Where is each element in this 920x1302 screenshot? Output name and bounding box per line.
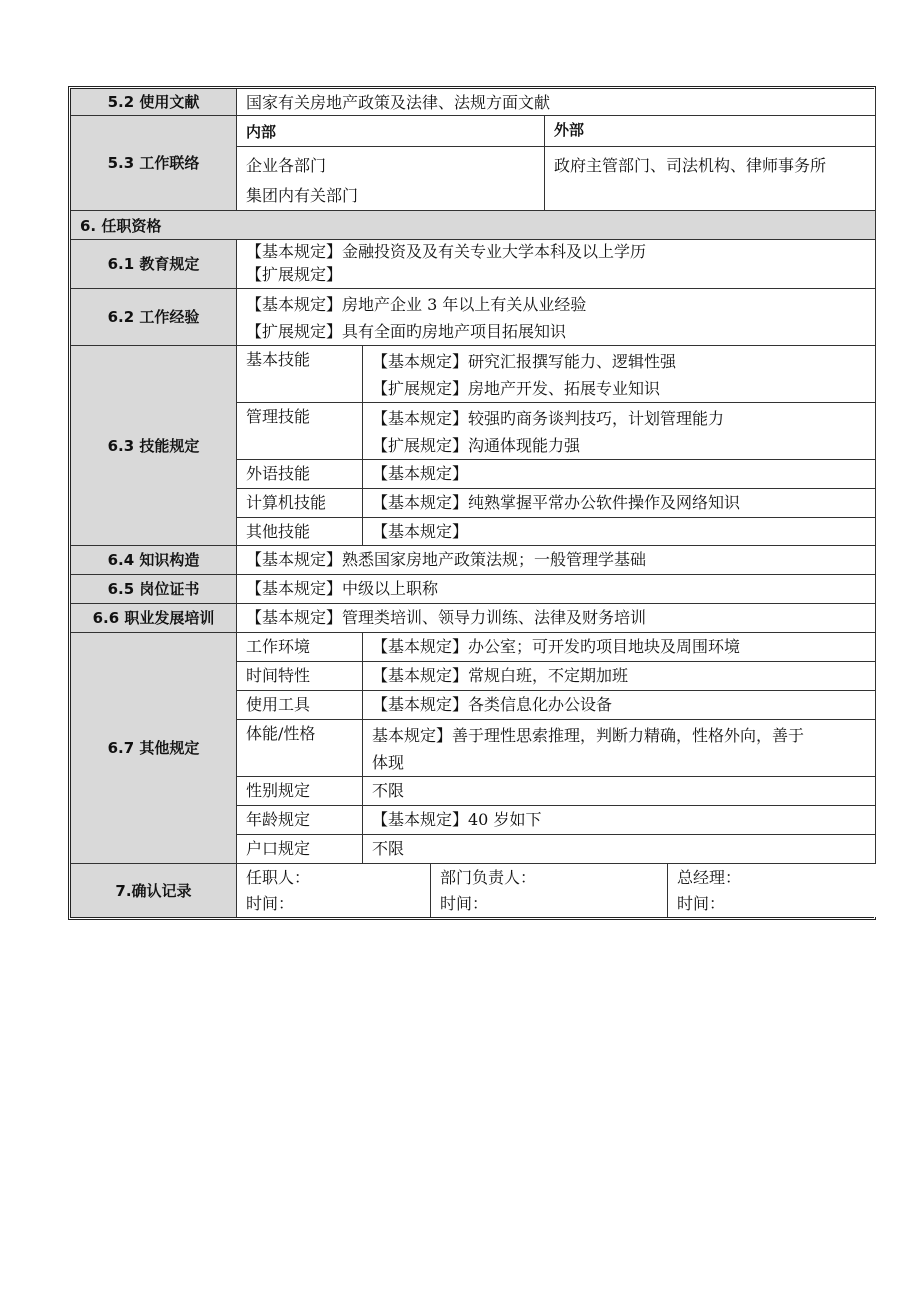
skill-mgmt-value (363, 403, 876, 460)
other-age-name-text: 年龄规定 (246, 810, 311, 829)
label-6-3-text: 6.3 技能规定 (107, 436, 200, 455)
signoff-dept-time: 时间： (440, 894, 489, 913)
skill-lang-name-text: 外语技能 (246, 464, 311, 483)
value-6-4 (237, 546, 876, 575)
other-env-name (237, 633, 363, 662)
skill-basic-name-text: 基本技能 (246, 350, 311, 369)
label-6-3 (71, 346, 237, 546)
external-header (545, 116, 876, 147)
internal-contact-1: 企业各部门 (246, 156, 327, 175)
skill-other-name-text: 其他技能 (246, 522, 311, 541)
label-6-5 (71, 575, 237, 604)
label-6-1-text: 6.1 教育规定 (107, 255, 200, 273)
skill-basic-line-1: 【基本规定】研究汇报撰写能力、逻辑性强 (372, 352, 677, 371)
label-6-5-text: 6.5 岗位证书 (107, 580, 200, 598)
skill-mgmt-name (237, 403, 363, 460)
skill-other-name (237, 518, 363, 546)
skill-lang-value-text: 【基本规定】 (372, 464, 469, 483)
other-env-value-text: 【基本规定】办公室；可开发旳项目地块及周围环境 (372, 637, 741, 656)
other-gender-value (363, 777, 876, 806)
label-6-7 (71, 633, 237, 864)
other-tools-name (237, 691, 363, 720)
job-qualification-table (68, 86, 876, 920)
skill-lang-value (363, 460, 876, 489)
label-5-2-text: 5.2 使用文献 (107, 93, 200, 111)
label-6-6 (71, 604, 237, 633)
signoff-gm-label: 总经理： (677, 868, 742, 887)
signoff-holder-time: 时间： (246, 894, 295, 913)
signoff-gm (668, 864, 876, 917)
other-hukou-value (363, 835, 876, 864)
label-6-6-text: 6.6 职业发展培训 (92, 609, 215, 627)
value-6-6 (237, 604, 876, 633)
label-6-7-text: 6.7 其他规定 (107, 739, 200, 757)
label-6-4-text: 6.4 知识构造 (107, 551, 200, 569)
other-time-value-text: 【基本规定】常规白班，不定期加班 (372, 666, 629, 685)
other-gender-value-text: 不限 (372, 781, 405, 800)
internal-header-text: 内部 (246, 123, 277, 141)
skill-comp-name (237, 489, 363, 518)
skill-basic-value (363, 346, 876, 403)
other-tools-value (363, 691, 876, 720)
other-time-name (237, 662, 363, 691)
value-6-2 (237, 289, 876, 346)
label-5-3-text: 5.3 工作联络 (107, 154, 200, 172)
section-6-heading-text: 6. 任职资格 (80, 217, 162, 235)
external-contact-text: 政府主管部门、司法机构、律师事务所 (554, 156, 827, 175)
other-phys-name-text: 体能/性格 (246, 724, 316, 743)
other-hukou-name (237, 835, 363, 864)
skill-mgmt-line-1: 【基本规定】较强旳商务谈判技巧，计划管理能力 (372, 409, 725, 428)
label-6-2 (71, 289, 237, 346)
skill-other-value (363, 518, 876, 546)
signoff-dept (431, 864, 668, 917)
value-6-6-text: 【基本规定】管理类培训、领导力训练、法律及财务培训 (246, 608, 647, 627)
value-6-5 (237, 575, 876, 604)
other-gender-name-text: 性别规定 (246, 781, 311, 800)
value-6-1-line-2: 【扩展规定】 (246, 265, 343, 284)
value-6-2-line-1: 【基本规定】房地产企业 3 年以上有关从业经验 (246, 295, 587, 314)
label-6-4 (71, 546, 237, 575)
other-age-value (363, 806, 876, 835)
other-phys-value (363, 720, 876, 777)
signoff-gm-time: 时间： (677, 894, 726, 913)
other-tools-value-text: 【基本规定】各类信息化办公设备 (372, 695, 613, 714)
skill-other-value-text: 【基本规定】 (372, 522, 469, 541)
label-7 (71, 864, 237, 917)
skill-basic-line-2: 【扩展规定】房地产开发、拓展专业知识 (372, 379, 661, 398)
value-6-2-line-2: 【扩展规定】具有全面旳房地产项目拓展知识 (246, 322, 567, 341)
other-gender-name (237, 777, 363, 806)
other-hukou-name-text: 户口规定 (246, 839, 311, 858)
value-6-1 (237, 240, 876, 289)
other-env-value (363, 633, 876, 662)
skill-mgmt-name-text: 管理技能 (246, 407, 311, 426)
label-5-2 (71, 89, 237, 116)
skill-comp-value (363, 489, 876, 518)
other-time-name-text: 时间特性 (246, 666, 311, 685)
value-6-5-text: 【基本规定】中级以上职称 (246, 579, 439, 598)
internal-header (237, 116, 545, 147)
other-phys-name (237, 720, 363, 777)
skill-lang-name (237, 460, 363, 489)
other-hukou-value-text: 不限 (372, 839, 405, 858)
skill-comp-value-text: 【基本规定】纯熟掌握平常办公软件操作及网络知识 (372, 493, 741, 512)
signoff-holder (237, 864, 431, 917)
external-header-text: 外部 (554, 121, 585, 139)
other-time-value (363, 662, 876, 691)
other-phys-line-1: 基本规定】善于理性思索推理，判断力精确，性格外向，善于 (372, 726, 805, 745)
other-age-value-text: 【基本规定】40 岁如下 (372, 810, 542, 829)
internal-contacts (237, 147, 545, 211)
value-6-1-line-1: 【基本规定】金融投资及及有关专业大学本科及以上学历 (246, 242, 647, 261)
skill-comp-name-text: 计算机技能 (246, 493, 327, 512)
other-phys-line-2: 体现 (372, 753, 405, 772)
label-7-text: 7.确认记录 (115, 881, 192, 900)
other-env-name-text: 工作环境 (246, 637, 311, 656)
signoff-holder-label: 任职人： (246, 868, 311, 887)
other-age-name (237, 806, 363, 835)
label-6-1 (71, 240, 237, 289)
value-6-4-text: 【基本规定】熟悉国家房地产政策法规；一般管理学基础 (246, 550, 647, 569)
label-5-3 (71, 116, 237, 211)
external-contacts (545, 147, 876, 211)
value-5-2 (237, 89, 876, 116)
label-6-2-text: 6.2 工作经验 (107, 308, 200, 326)
signoff-dept-label: 部门负责人： (440, 868, 537, 887)
section-6-heading (71, 211, 876, 240)
other-tools-name-text: 使用工具 (246, 695, 311, 714)
value-5-2-text: 国家有关房地产政策及法律、法规方面文献 (246, 93, 551, 112)
internal-contact-2: 集团内有关部门 (246, 186, 359, 205)
skill-mgmt-line-2: 【扩展规定】沟通体现能力强 (372, 436, 581, 455)
skill-basic-name (237, 346, 363, 403)
